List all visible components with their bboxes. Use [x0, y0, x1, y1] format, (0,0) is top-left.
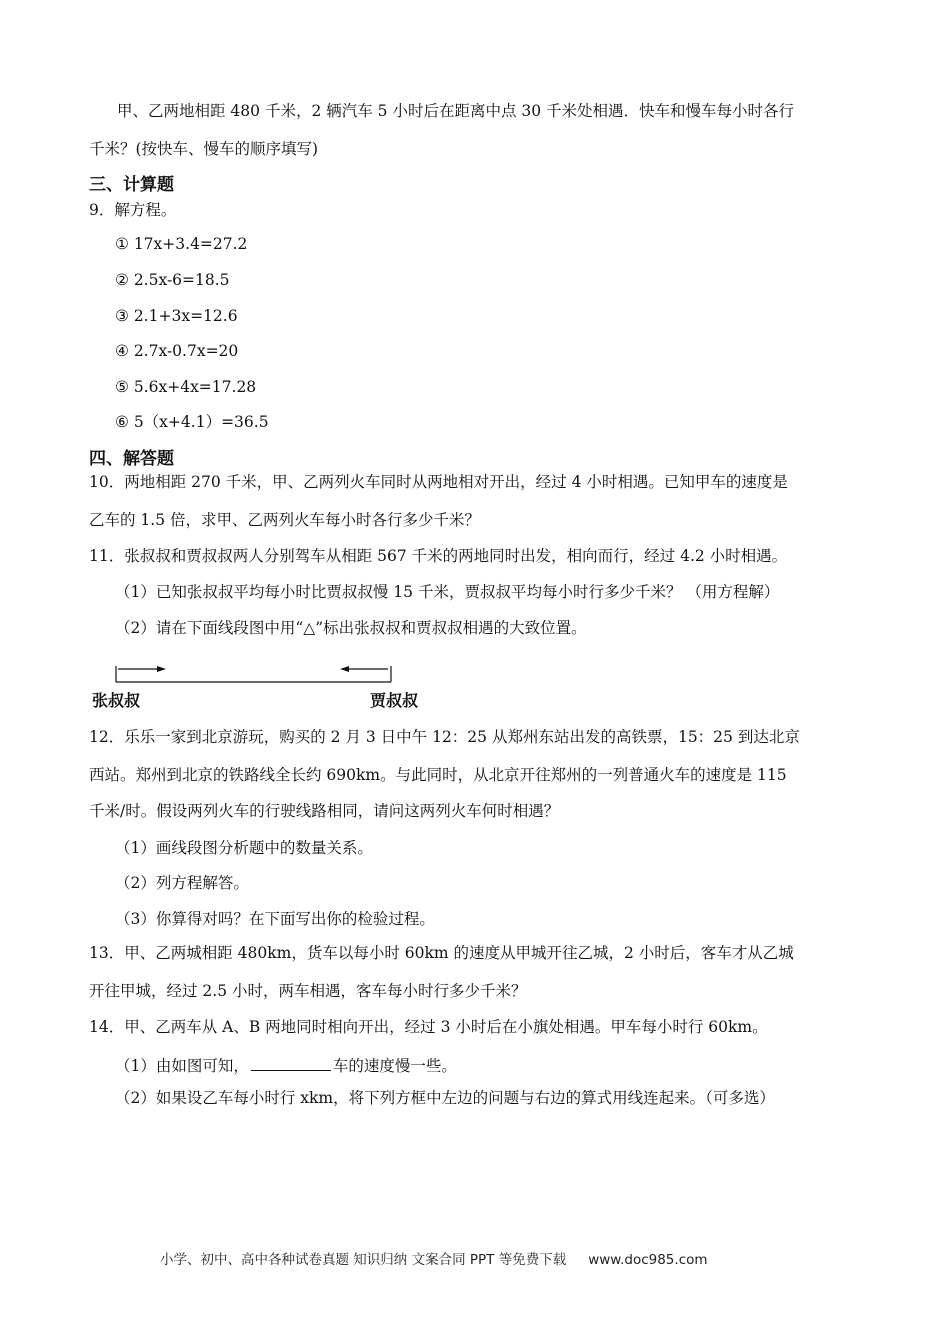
- segment-line-svg: [88, 662, 448, 686]
- q14-sub-1-prefix: （1）由如图可知，: [115, 1057, 249, 1075]
- q14-answer-blank[interactable]: [251, 1056, 331, 1071]
- q12-sub-1: （1）画线段图分析题中的数量关系。: [115, 839, 373, 857]
- section-4-heading: 四、解答题: [89, 449, 174, 469]
- line-segment-diagram: [88, 662, 448, 712]
- equation-3: ③ 2.1+3x=12.6: [115, 307, 238, 325]
- q10-line-2: 乙车的 1.5 倍，求甲、乙两列火车每小时各行多少千米？: [89, 511, 481, 529]
- equation-2: ② 2.5x-6=18.5: [115, 271, 230, 289]
- right-arrow-icon: [157, 666, 166, 672]
- q11-sub-1: （1）已知张叔叔平均每小时比贾叔叔慢 15 千米，贾叔叔平均每小时行多少千米？ （用方程解）: [115, 583, 780, 601]
- q14-sub-2: （2）如果设乙车每小时行 xkm，将下列方框中左边的问题与右边的算式用线连起来。（可多选）: [115, 1089, 775, 1107]
- q12-line-3: 千米/时。假设两列火车的行驶线路相同，请问这两列火车何时相遇？: [89, 802, 560, 820]
- q11-line-1: 11．张叔叔和贾叔叔两人分别驾车从相距 567 千米的两地同时出发，相向而行，经过 4.2 小时相遇。: [89, 547, 788, 565]
- equation-6: ⑥ 5（x+4.1）=36.5: [115, 413, 269, 431]
- section-3-heading: 三、计算题: [89, 175, 174, 195]
- q9-title: 9．解方程。: [89, 201, 177, 219]
- left-arrow-icon: [340, 666, 349, 672]
- q14-line-1: 14．甲、乙两车从 A、B 两地同时相向开出，经过 3 小时后在小旗处相遇。甲车每小时行 60km。: [89, 1018, 768, 1036]
- equation-1: ① 17x+3.4=27.2: [115, 235, 248, 253]
- q13-line-1: 13．甲、乙两城相距 480km，货车以每小时 60km 的速度从甲城开往乙城，2 小时后，客车才从乙城: [89, 944, 794, 962]
- q12-line-2: 西站。郑州到北京的铁路线全长约 690km。与此同时，从北京开往郑州的一列普通火车的速度是 115: [89, 766, 787, 784]
- equation-4: ④ 2.7x-0.7x=20: [115, 342, 239, 360]
- intro-line-1: 甲、乙两地相距 480 千米，2 辆汽车 5 小时后在距离中点 30 千米处相遇．快车和慢车每小时各行: [117, 102, 795, 120]
- q14-sub-1: [115, 1056, 457, 1075]
- q11-sub-2: （2）请在下面线段图中用“△”标出张叔叔和贾叔叔相遇的大致位置。: [115, 619, 587, 637]
- q13-line-2: 开往甲城，经过 2.5 小时，两车相遇，客车每小时行多少千米？: [89, 982, 527, 1000]
- q12-sub-2: （2）列方程解答。: [115, 874, 249, 892]
- diagram-label-zhang: 张叔叔: [92, 691, 141, 710]
- q14-sub-1-suffix: 车的速度慢一些。: [332, 1057, 457, 1075]
- footer-url[interactable]: www.doc985.com: [588, 1252, 708, 1268]
- intro-line-2: 千米？(按快车、慢车的顺序填写): [89, 140, 319, 158]
- q12-sub-3: （3）你算得对吗？在下面写出你的检验过程。: [115, 910, 435, 928]
- q12-line-1: 12．乐乐一家到北京游玩，购买的 2 月 3 日中午 12：25 从郑州东站出发的高铁票，15：25 到达北京: [89, 728, 800, 746]
- equation-5: ⑤ 5.6x+4x=17.28: [115, 378, 257, 396]
- page-footer: [160, 1248, 708, 1268]
- q10-line-1: 10．两地相距 270 千米，甲、乙两列火车同时从两地相对开出，经过 4 小时相遇。已知甲车的速度是: [89, 473, 788, 491]
- footer-text: 小学、初中、高中各种试卷真题 知识归纳 文案合同 PPT 等免费下载: [160, 1252, 567, 1268]
- diagram-label-jia: 贾叔叔: [370, 691, 419, 710]
